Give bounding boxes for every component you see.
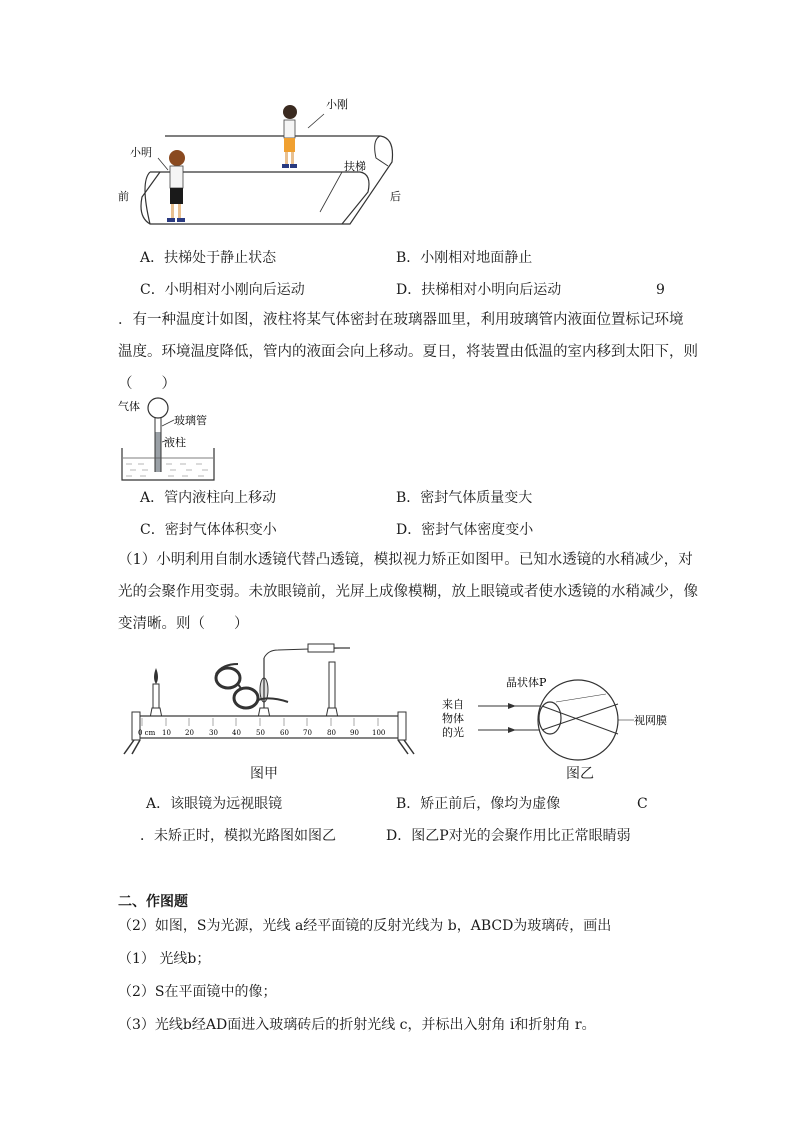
xiaoming-figure <box>167 150 185 222</box>
label-xiaogang: 小刚 <box>326 98 348 111</box>
section2-item-2: （2）S在平面镜中的像； <box>118 984 277 1000</box>
q9-stem-line-2: 温度。环境温度降低，管内的液面会向上移动。夏日，将装置由低温的室内移到太阳下，则 <box>118 344 698 360</box>
eye-label-retina: 视网膜 <box>634 714 667 727</box>
q9-option-a: A．管内液柱向上移动 <box>140 490 277 506</box>
q9-option-b: B．密封气体质量变大 <box>396 490 533 506</box>
ruler-tick: 0 cm <box>138 729 156 737</box>
figure-caption-yi: 图乙 <box>566 766 594 782</box>
eye-diagram-figure <box>438 672 688 764</box>
thermo-label-liquid: 液柱 <box>164 436 186 449</box>
optical-bench-figure <box>118 638 418 756</box>
q9-stem-line-1: ．有一种温度计如图，液柱将某气体密封在玻璃器皿里，利用玻璃管内液面位置标记环境 <box>118 312 684 328</box>
label-xiaoming: 小明 <box>130 146 152 159</box>
eye-label-from-3: 的光 <box>442 726 464 739</box>
ruler-tick: 30 <box>209 729 218 737</box>
q8-option-c: C．小明相对小刚向后运动 <box>140 282 305 298</box>
label-hou: 后 <box>390 190 401 203</box>
ruler-tick: 60 <box>280 729 289 737</box>
q8-option-a: A．扶梯处于静止状态 <box>140 250 277 266</box>
q9-option-c: C．密封气体体积变小 <box>140 522 277 538</box>
escalator-figure <box>110 92 410 244</box>
label-qian: 前 <box>118 190 129 203</box>
ruler-tick: 20 <box>185 729 194 737</box>
ruler-tick: 100 <box>372 729 386 737</box>
eye-label-lens: 晶状体P <box>506 676 547 689</box>
eye-label-from-2: 物体 <box>442 712 464 725</box>
q8-option-d: D．扶梯相对小明向后运动 <box>396 282 562 298</box>
section2-stem: （2）如图，S为光源，光线 a经平面镜的反射光线为 b，ABCD为玻璃砖，画出 <box>118 918 612 934</box>
ruler-tick: 10 <box>162 729 171 737</box>
q8-option-b: B．小刚相对地面静止 <box>396 250 533 266</box>
section-title: 二、作图题 <box>118 894 188 910</box>
ruler-tick: 40 <box>232 729 241 737</box>
label-futi: 扶梯 <box>344 160 366 173</box>
q9-stem <box>118 304 698 400</box>
ruler-tick: 70 <box>303 729 312 737</box>
ruler-tick: 90 <box>350 729 359 737</box>
q10-option-d: D．图乙P对光的会聚作用比正常眼睛弱 <box>386 828 631 844</box>
q10-stem-line-1: （1）小明利用自制水透镜代替凸透镜，模拟视力矫正如图甲。已知水透镜的水稍减少，对 <box>118 552 693 568</box>
q10-option-a: A．该眼镜为远视眼镜 <box>146 796 283 812</box>
question-number: C <box>637 796 648 812</box>
thermo-label-tube: 玻璃管 <box>174 414 207 427</box>
thermo-label-gas: 气体 <box>118 400 140 413</box>
figure-caption-jia: 图甲 <box>250 766 278 782</box>
ruler-tick: 50 <box>256 729 265 737</box>
question-number: 9 <box>656 282 665 298</box>
q10-stem <box>118 544 698 640</box>
section2-item-1: （1） 光线b； <box>118 951 211 967</box>
ruler-tick: 80 <box>327 729 336 737</box>
section2-item-3: （3）光线b经AD面进入玻璃砖后的折射光线 c，并标出入射角 i和折射角 r。 <box>118 1017 596 1033</box>
q10-option-c: ．未矫正时，模拟光路图如图乙 <box>140 828 336 844</box>
q9-stem-line-3: （ ） <box>118 376 176 392</box>
q10-stem-line-2: 光的会聚作用变弱。未放眼镜前，光屏上成像模糊，放上眼镜或者使水透镜的水稍减少，像 <box>118 584 698 600</box>
q9-option-d: D．密封气体密度变小 <box>396 522 534 538</box>
xiaogang-figure <box>282 105 297 168</box>
q10-option-b: B．矫正前后，像均为虚像 <box>396 796 561 812</box>
eye-label-from-1: 来自 <box>442 698 464 711</box>
thermometer-figure <box>116 396 226 482</box>
q10-stem-line-3: 变清晰。则（ ） <box>118 616 249 632</box>
